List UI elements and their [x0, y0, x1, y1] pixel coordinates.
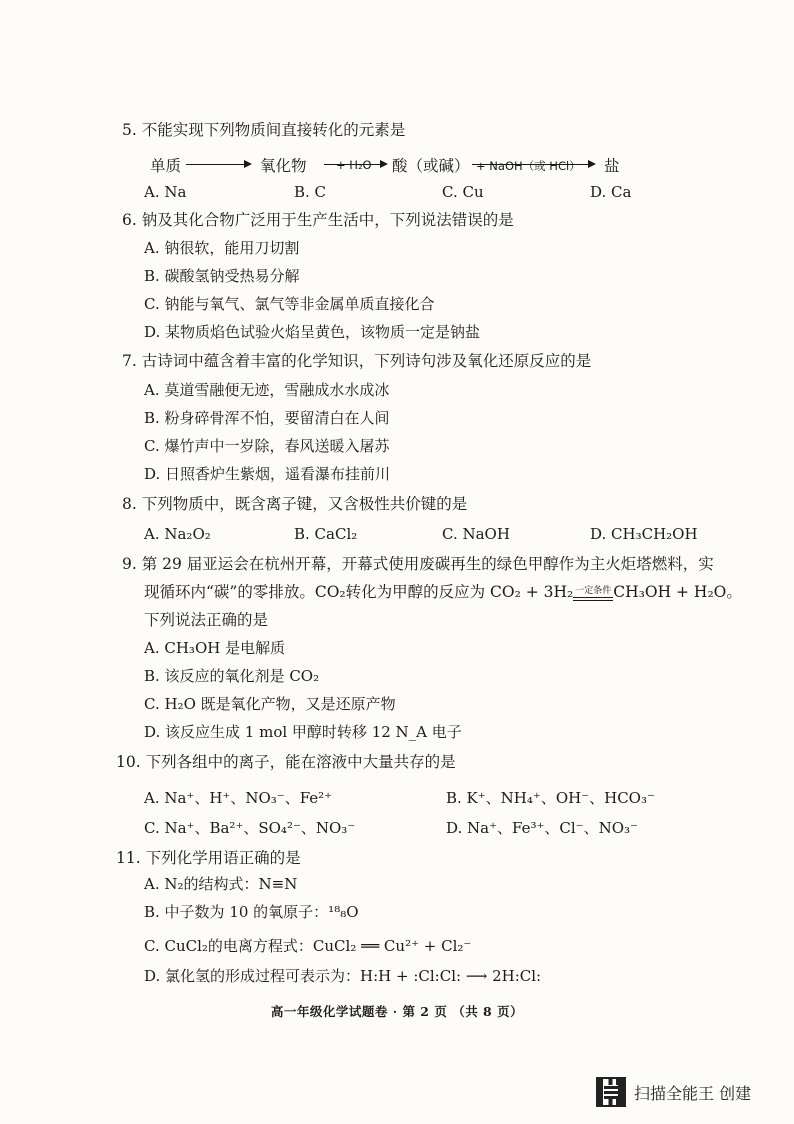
q11-option-b: B. 中子数为 10 的氧原子：¹⁸₈O [144, 903, 359, 921]
chain-arrow-2 [324, 158, 386, 172]
q11-option-c: C. CuCl₂的电离方程式：CuCl₂ ══ Cu²⁺ + Cl₂⁻ [144, 937, 472, 955]
q9-equation-condition: 一定条件 [573, 587, 613, 601]
chain-node-3: 酸（或碱） [392, 157, 470, 175]
question-7-stem: 7. 古诗词中蕴含着丰富的化学知识，下列诗句涉及氧化还原反应的是 [122, 352, 592, 370]
scanner-watermark [596, 1072, 751, 1112]
q10-option-b: B. K⁺、NH₄⁺、OH⁻、HCO₃⁻ [446, 789, 655, 807]
q7-option-b: B. 粉身碎骨浑不怕，要留清白在人间 [144, 409, 390, 427]
question-6-stem: 6. 钠及其化合物广泛用于生产生活中，下列说法错误的是 [122, 211, 514, 229]
conversion-chain [150, 150, 710, 180]
qr-code-icon [596, 1077, 626, 1107]
chain-arrow-3-label: + NaOH（或 HCl） [476, 159, 581, 173]
question-9-line-2 [144, 582, 742, 605]
question-9-line-1: 9. 第 29 届亚运会在杭州开幕，开幕式使用废碳再生的绿色甲醇作为主火炬塔燃料，实 [122, 555, 714, 573]
q8-option-d: D. CH₃CH₂OH [590, 525, 698, 543]
q9-option-a: A. CH₃OH 是电解质 [144, 639, 286, 657]
q9-equation-right: CH₃OH + H₂O。 [613, 583, 742, 601]
question-5-stem: 5. 不能实现下列物质间直接转化的元素是 [122, 121, 406, 139]
q5-option-a: A. Na [144, 183, 187, 201]
q10-option-c: C. Na⁺、Ba²⁺、SO₄²⁻、NO₃⁻ [144, 819, 356, 837]
q6-option-c: C. 钠能与氧气、氯气等非金属单质直接化合 [144, 295, 435, 313]
chain-node-2: 氧化物 [260, 157, 307, 175]
chain-node-4: 盐 [604, 157, 620, 175]
question-11-stem: 11. 下列化学用语正确的是 [116, 849, 301, 867]
q8-option-a: A. Na₂O₂ [144, 525, 211, 543]
question-10-stem: 10. 下列各组中的离子，能在溶液中大量共存的是 [116, 753, 456, 771]
q6-option-a: A. 钠很软，能用刀切割 [144, 239, 300, 257]
q8-option-c: C. NaOH [442, 525, 510, 543]
chain-node-1: 单质 [150, 157, 182, 175]
q5-option-b: B. C [294, 183, 327, 201]
q6-option-d: D. 某物质焰色试验火焰呈黄色，该物质一定是钠盐 [144, 323, 481, 341]
q8-option-b: B. CaCl₂ [294, 525, 358, 543]
q9-option-d: D. 该反应生成 1 mol 甲醇时转移 12 N_A 电子 [144, 723, 462, 741]
q5-option-c: C. Cu [442, 183, 484, 201]
q10-option-a: A. Na⁺、H⁺、NO₃⁻、Fe²⁺ [144, 789, 333, 807]
chain-arrow-2-label: + H₂O [336, 158, 372, 172]
chain-arrow-1 [186, 164, 250, 165]
chain-arrow-3 [472, 159, 594, 173]
q5-option-d: D. Ca [590, 183, 632, 201]
q7-option-d: D. 日照香炉生紫烟，遥看瀑布挂前川 [144, 465, 391, 483]
q7-option-a: A. 莫道雪融便无迹，雪融成水水成冰 [144, 381, 390, 399]
q6-option-b: B. 碳酸氢钠受热易分解 [144, 267, 300, 285]
q10-option-d: D. Na⁺、Fe³⁺、Cl⁻、NO₃⁻ [446, 819, 638, 837]
question-8-stem: 8. 下列物质中，既含离子键，又含极性共价键的是 [122, 495, 468, 513]
q9-option-c: C. H₂O 既是氧化产物，又是还原产物 [144, 695, 396, 713]
q11-option-d: D. 氯化氢的形成过程可表示为：H:H + :Cl:Cl: ⟶ 2H:Cl: [144, 967, 542, 985]
q11-option-a: A. N₂的结构式：N≡N [144, 875, 298, 893]
q9-equation-left: 现循环内“碳”的零排放。CO₂转化为甲醇的反应为 CO₂ + 3H₂ [144, 583, 574, 601]
question-9-line-3: 下列说法正确的是 [144, 611, 269, 629]
q9-option-b: B. 该反应的氧化剂是 CO₂ [144, 667, 320, 685]
scanner-label: 扫描全能王 创建 [634, 1083, 752, 1103]
page-footer: 高一年级化学试题卷 · 第 2 页 （共 8 页） [270, 1004, 524, 1019]
q7-option-c: C. 爆竹声中一岁除，春风送暖入屠苏 [144, 437, 390, 455]
